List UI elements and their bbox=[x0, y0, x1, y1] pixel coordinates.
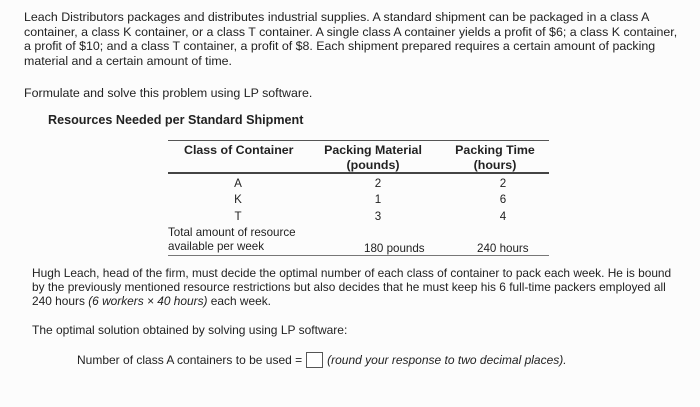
header-material-line2: (pounds) bbox=[346, 158, 400, 172]
table-row bbox=[168, 210, 549, 225]
header-material bbox=[318, 143, 428, 173]
header-time bbox=[445, 143, 545, 173]
total-label-line1: Total amount of resource bbox=[168, 226, 296, 239]
total-time: 240 hours bbox=[477, 242, 529, 255]
table-row bbox=[168, 177, 549, 192]
decision-text-italic: (6 workers × 40 hours) bbox=[88, 294, 208, 308]
answer-input[interactable] bbox=[306, 352, 323, 368]
row-time: 2 bbox=[499, 177, 507, 190]
row-class: A bbox=[234, 177, 242, 190]
answer-row bbox=[77, 352, 567, 368]
table-title: Resources Needed per Standard Shipment bbox=[48, 113, 304, 127]
row-class: K bbox=[234, 193, 242, 206]
instruction-text: Formulate and solve this problem using LP software. bbox=[24, 86, 313, 100]
row-material: 1 bbox=[374, 193, 382, 206]
header-time-line1: Packing Time bbox=[455, 143, 535, 157]
header-class: Class of Container bbox=[184, 143, 294, 157]
table-row bbox=[168, 193, 549, 208]
total-label bbox=[168, 226, 296, 254]
solution-intro: The optimal solution obtained by solving using LP software: bbox=[32, 323, 348, 337]
table-bottom-rule bbox=[168, 255, 549, 256]
total-label-line2: available per week bbox=[168, 240, 265, 253]
table-top-rule bbox=[168, 140, 549, 141]
row-material: 2 bbox=[374, 177, 382, 190]
decision-text bbox=[32, 266, 672, 308]
problem-intro: Leach Distributors packages and distributes industrial supplies. A standard shipment can be packaged in a class A container, a class K container, or a class T container. A single class A container yields a profit of $6; a class K container, a profit of $10; and a class T container, a profit of $8. Each shipment prepared requires a certain amount of packing material and a certain amount of time. bbox=[24, 10, 678, 68]
total-material: 180 pounds bbox=[364, 242, 425, 255]
decision-text-prefix: Hugh Leach, head of the firm, must decide the optimal number of each class of container to pack each week. He is bound by the previously mentioned resource restrictions but also decides that he must keep his 6 full-time packers employed all 240 hours bbox=[32, 266, 672, 308]
row-time: 6 bbox=[499, 193, 507, 206]
row-material: 3 bbox=[374, 210, 382, 223]
answer-label: Number of class A containers to be used = bbox=[77, 353, 303, 367]
row-time: 4 bbox=[499, 210, 507, 223]
row-class: T bbox=[234, 210, 242, 223]
table-header-rule bbox=[168, 172, 549, 174]
decision-text-suffix: each week. bbox=[207, 294, 271, 308]
header-time-line2: (hours) bbox=[473, 158, 517, 172]
header-material-line1: Packing Material bbox=[324, 143, 422, 157]
answer-hint: (round your response to two decimal places). bbox=[327, 353, 567, 367]
